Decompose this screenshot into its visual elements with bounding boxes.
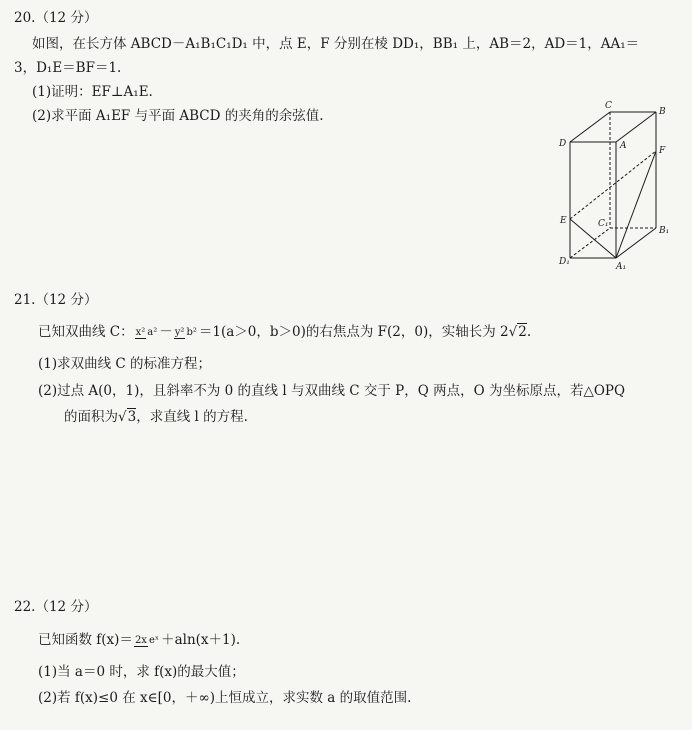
problem-22-number: 22.（12 分） [14,599,98,615]
label-D: D [559,139,567,149]
problem-20-q2: (2)求平面 A₁EF 与平面 ABCD 的夹角的余弦值. [32,108,324,124]
edge-A-B [616,112,656,142]
fraction-denominator: b² [186,327,197,338]
fraction-numerator: 2x [134,635,147,646]
p22-intro-b: ＋aln(x＋1). [161,632,241,648]
p21-q2b-a: 的面积为 [64,409,118,425]
label-B1: B₁ [659,226,670,236]
label-B: B [659,107,666,117]
label-C: C [605,101,612,111]
label-A: A [620,141,627,151]
p21-intro-end: . [526,324,532,340]
label-E: E [560,216,567,226]
p22-intro-a: 已知函数 f(x)＝ [38,632,133,648]
p21-intro-b: ＝1(a＞0，b＞0)的右焦点为 F(2，0)，实轴长为 2 [198,324,509,340]
fraction-denominator: eˣ [148,635,160,646]
fraction-x2-a2 [135,327,159,338]
sqrt-symbol: √ [508,324,518,340]
label-A1: A₁ [616,262,627,272]
hidden-edge-D1-C1 [570,228,610,258]
problem-21-q2: (2)过点 A(0，1)，且斜率不为 0 的直线 l 与双曲线 C 交于 P，Q 两点，O 为坐标原点，若△OPQ [38,383,626,399]
problem-20-q1: (1)证明：EF⊥A₁E. [32,84,153,100]
fraction-denominator: a² [147,327,158,338]
sqrt-value: 3 [127,409,137,425]
problem-21-q1: (1)求双曲线 C 的标准方程； [38,356,212,372]
label-C1: C₁ [598,219,609,229]
segment-F-A1 [616,151,656,258]
sqrt-symbol: √ [118,409,127,425]
minus-sign: － [159,324,173,340]
problem-20-number: 20.（12 分） [14,10,98,26]
p21-intro-a: 已知双曲线 C： [38,324,134,340]
label-D1: D₁ [559,257,570,267]
problem-21-intro [38,322,531,342]
fraction-2x-ex [134,635,160,646]
problem-22-intro [38,630,240,650]
fraction-numerator: y² [174,327,185,338]
edge-D-C [570,112,610,142]
problem-20-line2: 3，D₁E＝BF＝1. [14,60,122,76]
cuboid-figure [556,96,674,276]
p21-q2b-b: ，求直线 l 的方程. [136,409,248,425]
segment-E-A1 [570,219,616,258]
problem-21-number: 21.（12 分） [14,292,98,308]
problem-21-q2-cont [64,407,248,427]
problem-22-q2: (2)若 f(x)≤0 在 x∈[0，＋∞)上恒成立，求实数 a 的取值范围. [38,690,412,706]
problem-22-q1: (1)当 a＝0 时，求 f(x)的最大值； [38,664,245,680]
label-F: F [659,146,666,156]
fraction-numerator: x² [135,327,146,338]
fraction-y2-b2 [174,327,198,338]
problem-20-line1: 如图，在长方体 ABCD－A₁B₁C₁D₁ 中，点 E，F 分别在棱 DD₁，BB₁ 上，AB＝2，AD＝1，AA₁＝ [32,36,640,52]
sqrt-value: 2 [518,324,527,340]
